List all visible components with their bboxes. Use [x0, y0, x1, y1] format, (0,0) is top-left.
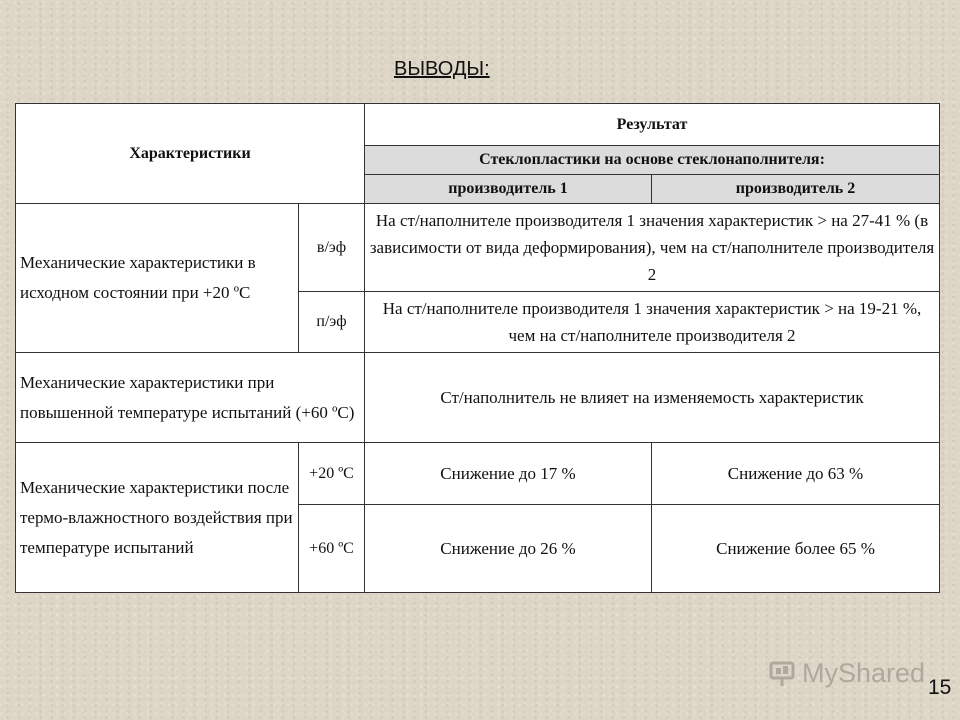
header-producer-2: производитель 2 [652, 175, 940, 204]
slide-title: ВЫВОДЫ: [394, 58, 490, 80]
result-p-eff: На ст/наполнителе производителя 1 значения характеристик > на 19-21 %, чем на ст/наполнителе производителя 2 [365, 292, 940, 353]
results-table [15, 103, 940, 593]
mode-p-eff: п/эф [299, 292, 365, 353]
p1-20: Снижение до 17 % [365, 443, 652, 505]
header-result: Результат [365, 104, 940, 146]
mode-v-eff: в/эф [299, 204, 365, 292]
row-initial-state-label: Механические характеристики в исходном состоянии при +20 ºС [16, 204, 299, 353]
temp-20: +20 ºС [299, 443, 365, 505]
p2-20: Снижение до 63 % [652, 443, 940, 505]
watermark-text: MyShared [802, 658, 926, 688]
page-number: 15 [928, 676, 952, 699]
result-elevated-temp: Ст/наполнитель не влияет на изменяемость характеристик [365, 353, 940, 443]
header-characteristics: Характеристики [16, 104, 365, 204]
row-elevated-temp-label: Механические характеристики при повышенной температуре испытаний (+60 ºС) [16, 353, 365, 443]
header-subtitle: Стеклопластики на основе стеклонаполнителя: [365, 146, 940, 175]
temp-60: +60 ºС [299, 505, 365, 593]
row-thermo-humidity-label: Механические характеристики после термо-влажностного воздействия при температуре испытаний [16, 443, 299, 593]
presentation-icon [768, 659, 798, 689]
result-v-eff: На ст/наполнителе производителя 1 значения характеристик > на 27-41 % (в зависимости от вида деформирования), чем на ст/наполнителе производителя 2 [365, 204, 940, 292]
p2-60: Снижение более 65 % [652, 505, 940, 593]
p1-60: Снижение до 26 % [365, 505, 652, 593]
watermark [768, 658, 925, 689]
header-producer-1: производитель 1 [365, 175, 652, 204]
